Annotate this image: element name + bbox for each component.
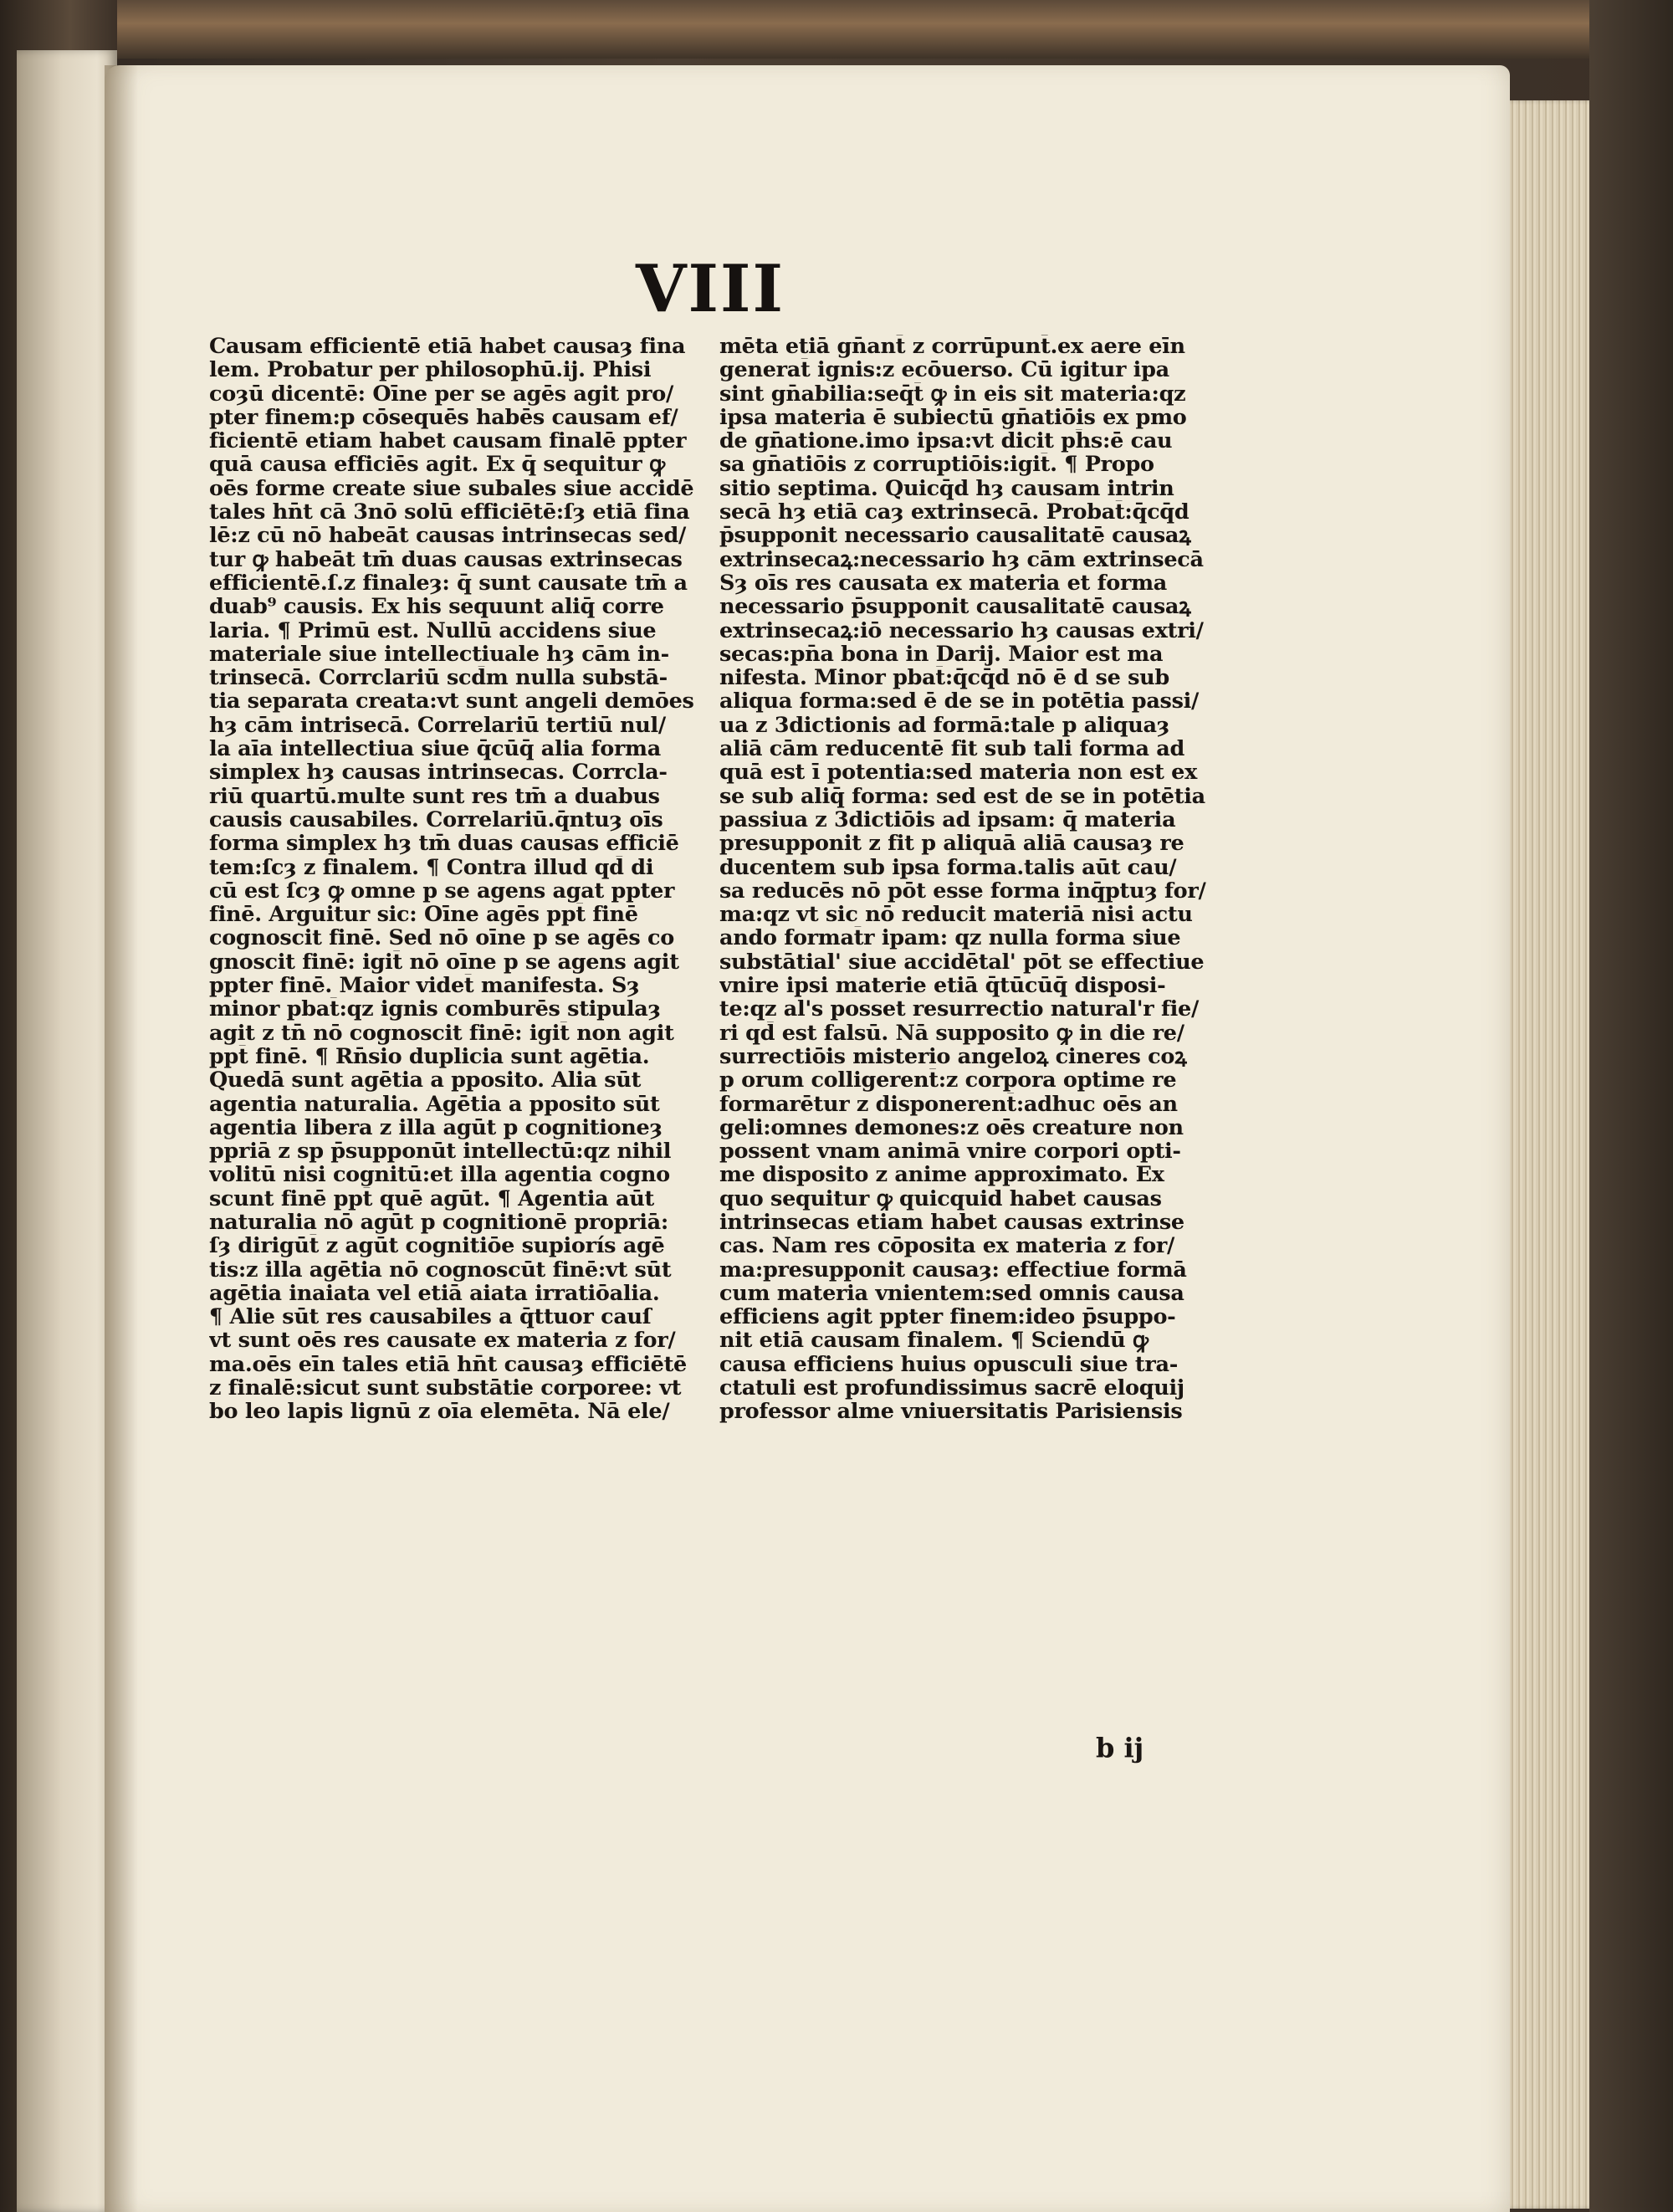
- text-line: p̄supponit necessario causalitatē causaꝝ: [719, 524, 1191, 548]
- text-line: minor pbat̄:qz ignis comburēs stipulaȝ: [209, 997, 661, 1022]
- text-line: scunt finē ppt̄ quē agūt. ¶ Agentia aūt: [209, 1186, 654, 1211]
- text-line: ¶ Alie sūt res causabiles a q̄ttuor cauſ: [209, 1305, 652, 1329]
- text-line: passiua z 3dictiōis ad ipsam: q̄ materia: [719, 807, 1176, 832]
- text-line: agit z tn̄ nō cognoscit finē: igit̄ non agit: [209, 1021, 674, 1045]
- text-line: tis:z illa agētia nō cognoscūt finē:vt sūt: [209, 1257, 672, 1282]
- text-line: agentia naturalia. Agētia a pposito sūt: [209, 1092, 660, 1116]
- text-line: vt sunt oēs res causate ex materia z for/: [209, 1329, 676, 1353]
- text-line: se sub aliq̄ forma: sed est de se in potētia: [719, 784, 1205, 808]
- binding-top-edge: [0, 0, 1673, 59]
- text-line: aliqua forma:sed ē de se in potētia passi/: [719, 689, 1200, 714]
- folio-number: VIII: [636, 251, 785, 327]
- text-line: lem. Probatur per philosophū.ij. Phisi: [209, 358, 652, 382]
- text-line: gnoscit finē: igit̄ nō oīne p se agens agit: [209, 950, 679, 975]
- text-line: ppt̄ finē. ¶ Rn̄sio duplicia sunt agētia.: [209, 1044, 650, 1069]
- text-line: mēta etiā gn̄ant̄ z corrūpunt̄.ex aere eīn: [719, 335, 1185, 359]
- text-line: trinsecā. Corrclariū scd̄m nulla substā-: [209, 666, 668, 690]
- text-line: Sȝ oīs res causata ex materia et forma: [719, 571, 1167, 596]
- facing-page-edge: [17, 50, 117, 2212]
- left-text-column: [209, 335, 711, 1424]
- text-line: substātial' siue accidētal' pōt se effectiue: [719, 950, 1205, 975]
- text-line: ctatuli est profundissimus sacrē eloquij: [719, 1376, 1184, 1400]
- text-line: finē. Arguitur sic: Oīne agēs ppt̄ finē: [209, 903, 638, 927]
- text-line: sint gn̄abilia:seq̄t̄ ꝙ in eis sit materia:qz: [719, 381, 1186, 406]
- text-line: causa efficiens huius opusculi siue tra-: [719, 1352, 1179, 1377]
- text-line: presupponit z fit p aliquā aliā causaȝ re: [719, 832, 1184, 856]
- text-line: causis causabiles. Correlariū.q̄ntuȝ oīs: [209, 807, 663, 832]
- text-line: p orum colligerent̄:z corpora optime re: [719, 1068, 1177, 1093]
- text-line: aliā cām reducentē fit sub tali forma ad: [719, 737, 1185, 761]
- text-line: forma simplex hȝ tm̄ duas causas efficiē: [209, 832, 679, 856]
- text-line: ando format̄r ipam: qz nulla forma siue: [719, 926, 1181, 950]
- text-line: tur ꝙ habeāt tm̄ duas causas extrinsecas: [209, 547, 683, 571]
- text-line: duab⁹ causis. Ex his sequunt aliq̄ corre: [209, 595, 664, 619]
- text-line: pter finem:p cōsequēs habēs causam ef/: [209, 405, 678, 430]
- right-text-column: [719, 335, 1221, 1424]
- text-line: cum materia vnientem:sed omnis causa: [719, 1281, 1184, 1306]
- text-line: professor alme vniuersitatis Parisiensis: [719, 1400, 1183, 1424]
- text-line: ducentem sub ipsa forma.talis aūt cau/: [719, 855, 1177, 879]
- text-line: z finalē:sicut sunt substātie corporee: vt: [209, 1376, 682, 1400]
- text-line: surrectiōis misterio angeloꝝ cineres coꝝ: [719, 1044, 1187, 1069]
- text-line: cas. Nam res cōposita ex materia z for/: [719, 1234, 1175, 1258]
- text-line: ma:qz vt sic nō reducit materiā nisi actu: [719, 903, 1193, 927]
- text-line: Causam efficientē etiā habet causaȝ fina: [209, 335, 686, 359]
- text-line: naturalia nō agūt p cognitionē propriā:: [209, 1210, 668, 1235]
- text-line: quā causa efficiēs agit. Ex q̄ sequitur ꝙ: [209, 453, 665, 477]
- text-line: extrinsecaꝝ:iō necessario hȝ causas extri/: [719, 618, 1204, 643]
- text-line: ppter finē. Maior videt̄ manifesta. Sȝ: [209, 974, 640, 998]
- text-line: riū quartū.multe sunt res tm̄ a duabus: [209, 784, 660, 808]
- text-line: efficientē.ſ.z finaleȝ: q̄ sunt causate tm̄ a: [209, 571, 688, 596]
- text-line: possent vnam animā vnire corpori opti-: [719, 1139, 1181, 1164]
- text-line: secā hȝ etiā caȝ extrinsecā. Probat̄:q̄cq̄d: [719, 500, 1190, 525]
- text-line: bo leo lapis lignū z oīa elemēta. Nā ele/: [209, 1400, 670, 1424]
- text-line: geli:omnes demones:z oēs creature non: [719, 1115, 1184, 1140]
- text-line: simplex hȝ causas intrinsecas. Corrcla-: [209, 760, 668, 785]
- text-line: te:qz al's posset resurrectio natural'r fie/: [719, 997, 1199, 1022]
- gutter-shadow: [105, 65, 138, 2212]
- text-line: ma.oēs eīn tales etiā hn̄t causaȝ efficiētē: [209, 1352, 687, 1377]
- text-line: ficientē etiam habet causam finalē ppter: [209, 429, 687, 453]
- text-line: cū est ſcȝ ꝙ omne p se agens agat ppter: [209, 878, 675, 904]
- text-line: laria. ¶ Primū est. Nullū accidens siue: [209, 618, 657, 643]
- text-line: quā est ī potentia:sed materia non est ex: [719, 760, 1198, 785]
- text-line: la aīa intellectiua siue q̄cūq̄ alia forma: [209, 737, 661, 761]
- text-line: extrinsecaꝝ:necessario hȝ cām extrinsecā: [719, 547, 1204, 571]
- text-line: agētia inaiata vel etiā aiata irratiōalia.: [209, 1281, 660, 1306]
- text-line: secas:pn̄a bona in Darij. Maior est ma: [719, 642, 1164, 667]
- right-binding: [1589, 0, 1673, 2212]
- text-line: oēs forme create siue subales siue accidē: [209, 476, 694, 501]
- text-line: tem:ſcȝ z finalem. ¶ Contra illud qd̄ di: [209, 855, 654, 879]
- text-line: ua z 3dictionis ad formā:tale p aliquaȝ: [719, 713, 1169, 738]
- text-line: agentia libera z illa agūt p cognitioneȝ: [209, 1115, 663, 1140]
- text-line: ſȝ dirigūt̄ z agūt cognitiōe supiorís agē: [209, 1234, 665, 1258]
- text-line: hȝ cām intrisecā. Correlariū tertiū nul/: [209, 713, 666, 738]
- text-line: nit etiā causam finalem. ¶ Sciendū ꝙ: [719, 1329, 1149, 1353]
- signature-mark: b ij: [1096, 1732, 1144, 1764]
- text-line: sa reducēs nō pōt esse forma inq̄ptuȝ for/: [719, 878, 1206, 904]
- text-line: materiale siue intellectiuale hȝ cām in-: [209, 642, 669, 667]
- text-line: sa gn̄atiōis z corruptiōis:igit̄. ¶ Propo: [719, 453, 1154, 477]
- text-line: vnire ipsi materie etiā q̄tūcūq̄ disposi-: [719, 974, 1166, 998]
- text-line: quo sequitur ꝙ quicquid habet causas: [719, 1186, 1162, 1211]
- text-line: efficiens agit ppter finem:ideo p̄suppo-: [719, 1305, 1176, 1329]
- text-line: necessario p̄supponit causalitatē causaꝝ: [719, 595, 1191, 619]
- text-line: ma:presupponit causaȝ: effectiue formā: [719, 1257, 1187, 1282]
- text-line: volitū nisi cognitū:et illa agentia cogno: [209, 1163, 670, 1187]
- text-line: intrinsecas etiam habet causas extrinse: [719, 1210, 1184, 1235]
- text-line: Quedā sunt agētia a pposito. Alia sūt: [209, 1068, 642, 1093]
- text-line: formarētur z disponerent̄:adhuc oēs an: [719, 1092, 1178, 1116]
- text-line: me disposito z anime approximato. Ex: [719, 1163, 1164, 1187]
- text-line: nifesta. Minor pbat̄:q̄cq̄d nō ē d se sub: [719, 666, 1169, 690]
- text-line: de gn̄atione.imo ipsa:vt dicit ph̄s:ē cau: [719, 429, 1173, 453]
- text-line: lē:z cū nō habeāt causas intrinsecas sed/: [209, 524, 687, 548]
- text-line: cognoscit finē. Sed nō oīne p se agēs co: [209, 926, 674, 950]
- text-line: ri qd̄ est falsū. Nā supposito ꝙ in die re/: [719, 1021, 1184, 1045]
- text-line: tia separata creata:vt sunt angeli demōes: [209, 689, 694, 714]
- text-line: sitio septima. Quicq̄d hȝ causam intrin: [719, 476, 1174, 501]
- text-line: tales hn̄t cā 3nō solū efficiētē:ſȝ etiā fina: [209, 500, 690, 525]
- text-line: coȝū dicentē: Oīne per se agēs agit pro/: [209, 381, 674, 406]
- text-line: ipsa materia ē subiectū gn̄atiōis ex pmo: [719, 405, 1187, 430]
- text-line: ppriā z sp p̄supponūt intellectū:qz nihil: [209, 1139, 672, 1164]
- text-line: generat̄ ignis:z ecōuerso. Cū igitur ipa: [719, 358, 1169, 382]
